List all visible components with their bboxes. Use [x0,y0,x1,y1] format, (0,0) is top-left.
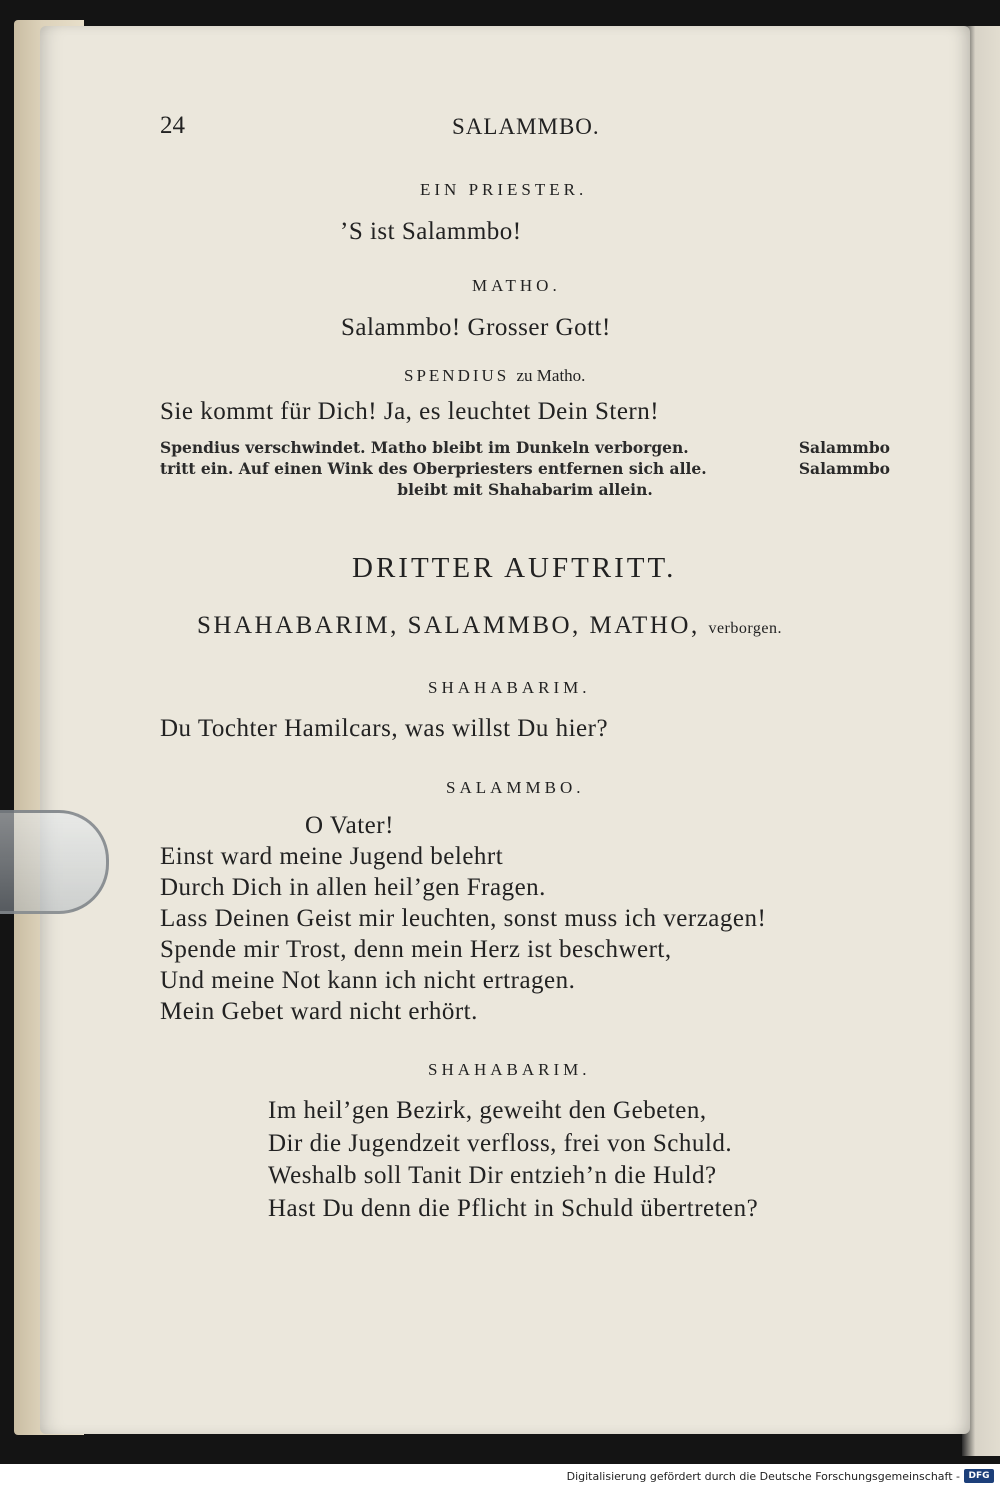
speaker-spendius [404,366,585,386]
verse-line: O Vater! [305,812,394,839]
stage-direction-line: bleibt mit Shahabarim allein. [397,480,653,499]
verse-line: Einst ward meine Jugend belehrt [160,843,504,870]
scene-title: DRITTER AUFTRITT. [352,552,677,584]
verse-line: Dir die Jugendzeit verfloss, frei von Schuld. [268,1130,733,1157]
verse-line: Mein Gebet ward nicht erhört. [160,998,478,1025]
footer-bar [0,1464,1000,1489]
speaker-name: SPENDIUS [404,366,510,385]
footer-credit: Digitalisierung gefördert durch die Deutsche Forschungsgemeinschaft - [566,1470,960,1483]
speaker-shahabarim: SHAHABARIM. [428,1060,591,1079]
verse-line: Spende mir Trost, denn mein Herz ist beschwert, [160,936,672,963]
stage-direction-line: tritt ein. Auf einen Wink des Oberpriesters entfernen sich alle. Salammbo [160,459,890,478]
verse-line: Durch Dich in allen heil’gen Fragen. [160,874,546,901]
verse-line: Und meine Not kann ich nicht ertragen. [160,967,576,994]
scene-cast [197,612,782,640]
speaker-note: zu Matho. [516,366,586,385]
stage-direction [160,437,890,500]
verse-line: Salammbo! Grosser Gott! [341,314,611,341]
cast-note: verborgen. [708,620,783,637]
dfg-logo: DFG [964,1469,994,1483]
verse-line: Sie kommt für Dich! Ja, es leuchtet Dein Stern! [160,398,660,425]
speaker-salammbo: SALAMMBO. [446,778,585,797]
verse-line: Hast Du denn die Pflicht in Schuld übertreten? [268,1195,759,1222]
verse-line: Lass Deinen Geist mir leuchten, sonst muss ich verzagen! [160,905,767,932]
verse-line: ’S ist Salammbo! [340,218,522,245]
verse-line: Du Tochter Hamilcars, was willst Du hier? [160,715,609,742]
stage-direction-line: Spendius verschwindet. Matho bleibt im Dunkeln verborgen. Salammbo [160,438,890,457]
speaker-shahabarim: SHAHABARIM. [428,678,591,697]
speaker-matho: MATHO. [472,276,561,295]
verse-line: Weshalb soll Tanit Dir entzieh’n die Huld? [268,1162,717,1189]
speaker-ein-priester: EIN PRIESTER. [420,180,588,199]
page-clip [0,810,109,914]
verse-line: Im heil’gen Bezirk, geweiht den Gebeten, [268,1097,707,1124]
running-title: SALAMMBO. [452,114,600,139]
cast-list: SHAHABARIM, SALAMMBO, MATHO, [197,612,700,639]
page-number: 24 [160,112,185,139]
